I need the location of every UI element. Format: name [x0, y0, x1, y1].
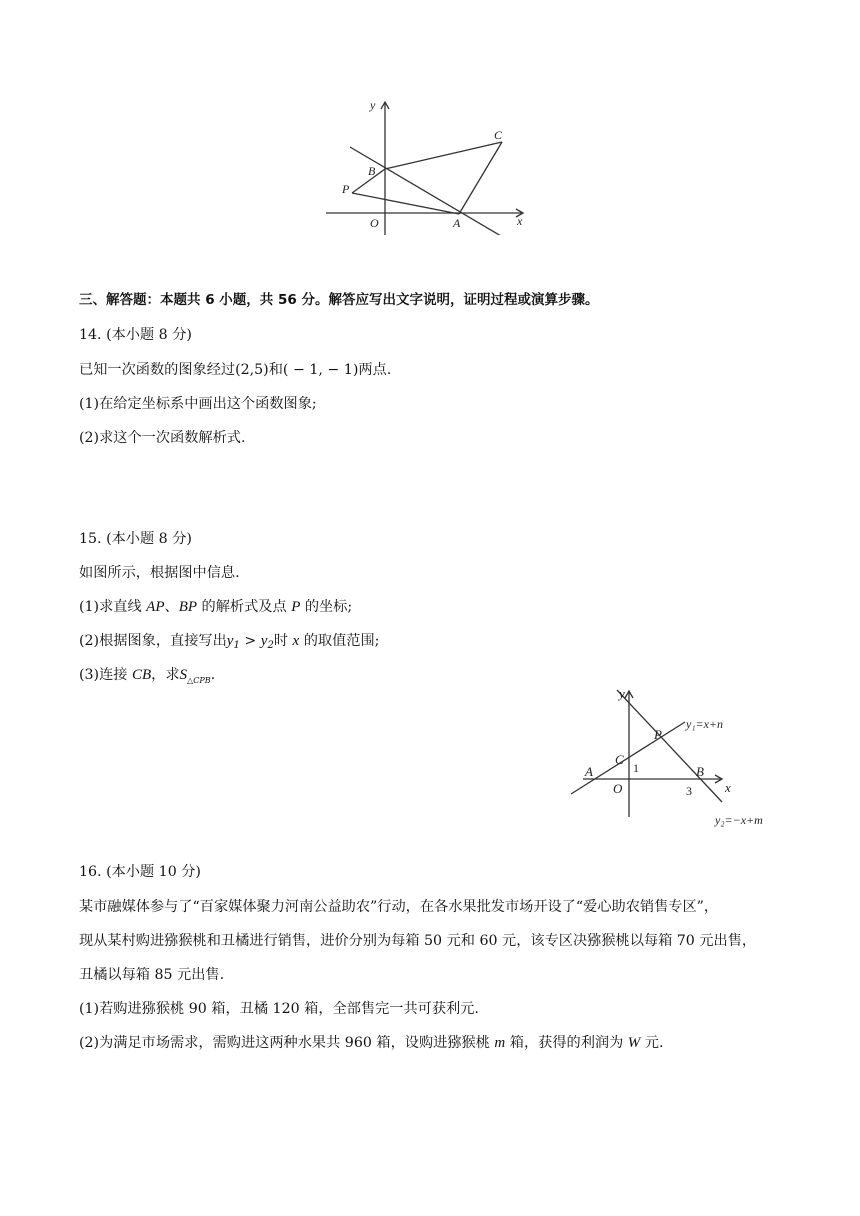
- q14-header: 14. (本小题 8 分): [79, 327, 192, 343]
- figure-1-coordinate-diagram: [320, 95, 535, 235]
- q14-part2: (2)求这个一次函数解析式.: [79, 430, 246, 446]
- fig2-label-x: x: [725, 780, 731, 795]
- fig2-label-y2: y₂=−x+m: [715, 813, 763, 827]
- segment-p-a: [352, 193, 459, 214]
- fig2-label-c: C: [615, 752, 624, 767]
- fig1-label-o: O: [370, 216, 379, 230]
- section-3-heading: 三、解答题：本题共 6 小题，共 56 分。解答应写出文字说明，证明过程或演算步骤。: [79, 292, 599, 308]
- fig2-label-y: y: [619, 686, 625, 701]
- q16-line1: 某市融媒体参与了“百家媒体聚力河南公益助农”行动，在各水果批发市场开设了“爱心助农销售专区”，: [79, 899, 719, 915]
- fig2-label-y1: y₁=x+n: [686, 717, 724, 731]
- line-y1: [571, 722, 685, 794]
- fig2-label-a: A: [585, 764, 593, 779]
- segment-b-c: [385, 142, 502, 169]
- fig1-label-p: P: [342, 182, 350, 196]
- fig1-label-x: x: [517, 214, 523, 228]
- fig2-label-b: B: [696, 764, 704, 779]
- fig2-tick-1: 1: [633, 761, 639, 775]
- fig1-label-c: C: [494, 128, 503, 142]
- q14-point2: ( − 1, − 1): [282, 362, 359, 378]
- q15-part3: (3)连接 CB，求$S_{\triangle CPB}$.: [79, 667, 216, 685]
- q16-line3: 丑橘以每箱 85 元出售.: [79, 967, 225, 983]
- q14-point1: (2,5): [235, 362, 269, 378]
- q15-part2: (2)根据图象，直接写出$y_1 > y_2$时 x 的取值范围;: [79, 633, 380, 651]
- line-y2: [617, 690, 722, 802]
- q16-header: 16. (本小题 10 分): [79, 864, 201, 880]
- segment-c-a: [459, 142, 502, 214]
- fig2-label-o: O: [613, 781, 623, 796]
- q16-part2: (2)为满足市场需求，需购进这两种水果共 960 箱，设购进猕猴桃 m 箱，获得的利润为 W 元.: [79, 1035, 664, 1051]
- q14-stem: 已知一次函数的图象经过(2,5)和( − 1, − 1)两点.: [79, 362, 392, 378]
- fig2-label-p: P: [654, 727, 662, 742]
- q14-part1: (1)在给定坐标系中画出这个函数图象;: [79, 396, 317, 412]
- q16-line2: 现从某村购进猕猴桃和丑橘进行销售，进价分别为每箱 50 元和 60 元，该专区决猕猴桃以每箱 70 元出售，: [79, 933, 757, 949]
- q15-part1: (1)求直线 AP、BP 的解析式及点 P 的坐标;: [79, 599, 353, 615]
- figure-2-two-lines-diagram: [565, 682, 800, 832]
- q16-part1: (1)若购进猕猴桃 90 箱，丑橘 120 箱，全部售完一共可获利元.: [79, 1001, 479, 1017]
- q15-header: 15. (本小题 8 分): [79, 531, 192, 547]
- fig2-tick-3: 3: [686, 784, 692, 798]
- fig1-label-b: B: [368, 164, 376, 178]
- fig1-label-y: y: [370, 98, 376, 112]
- q15-intro: 如图所示，根据图中信息.: [79, 565, 240, 581]
- fig1-label-a: A: [453, 216, 461, 230]
